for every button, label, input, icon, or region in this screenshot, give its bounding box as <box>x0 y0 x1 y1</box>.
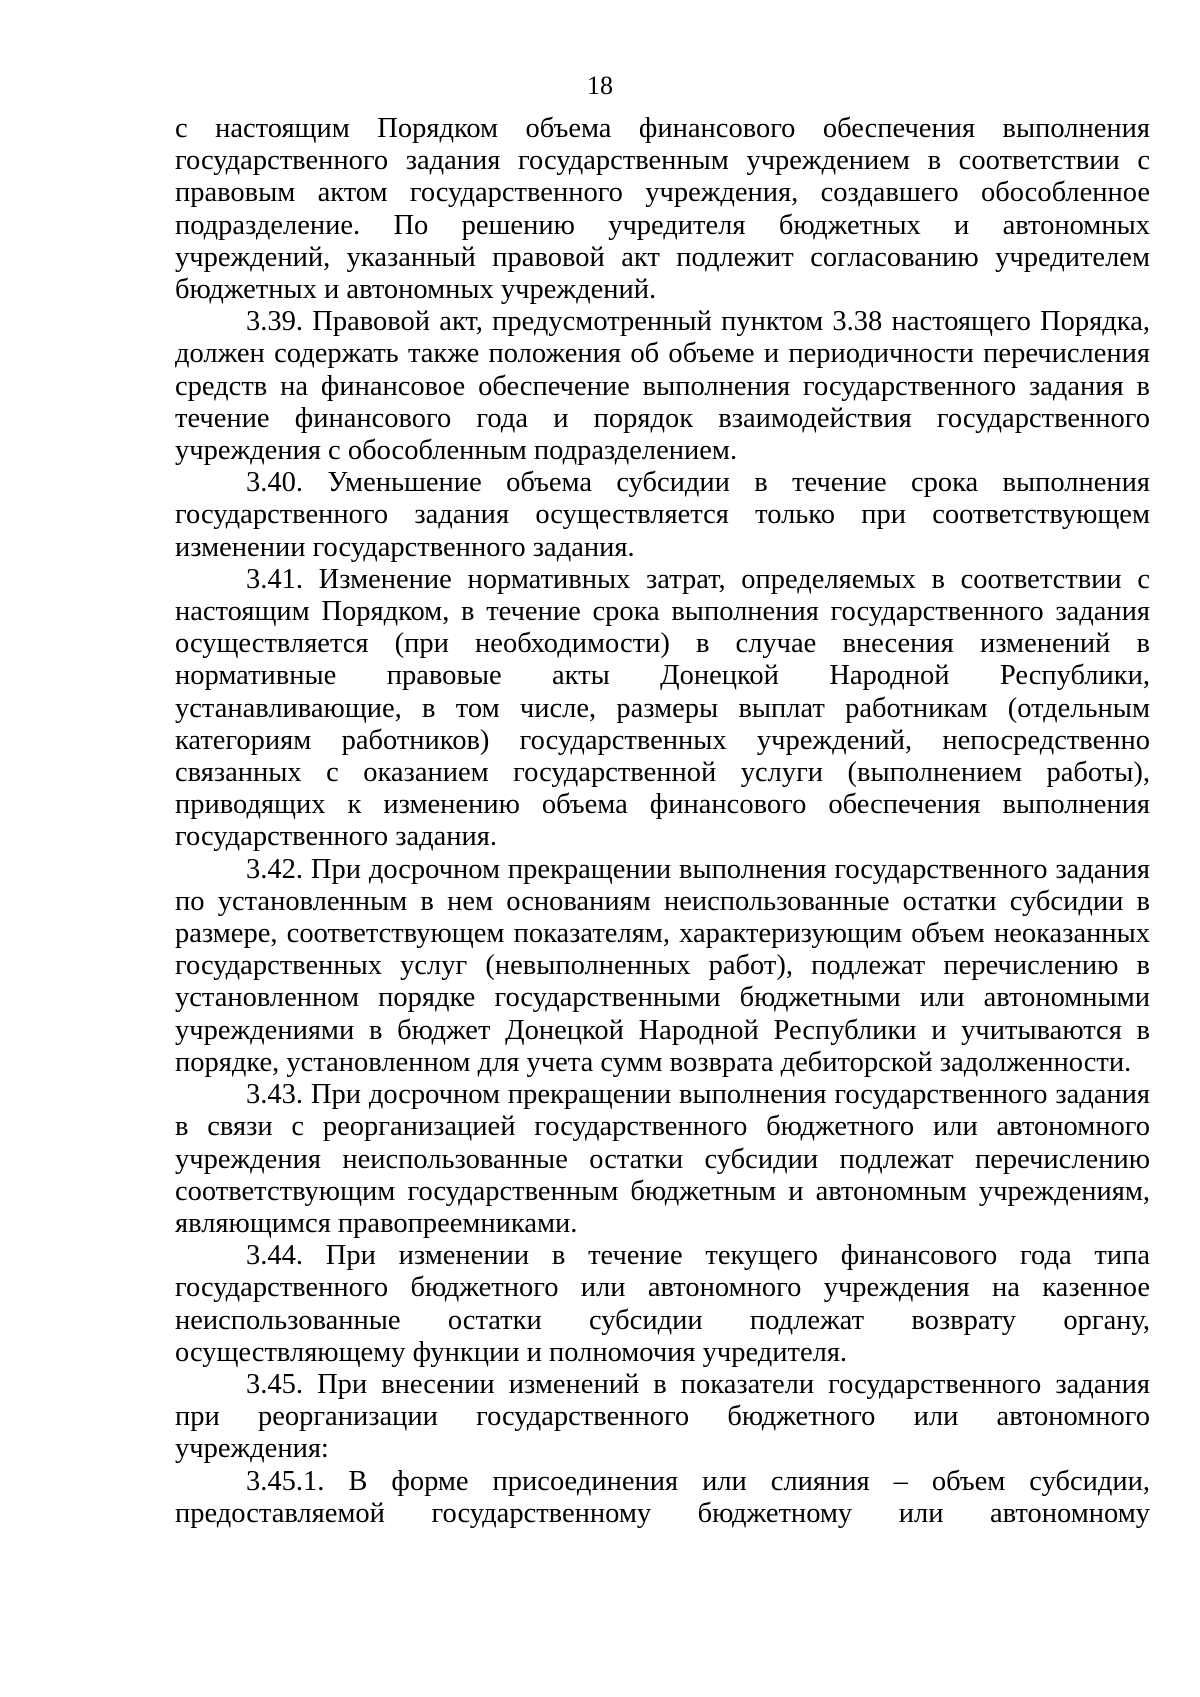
paragraph-3-41: 3.41. Изменение нормативных затрат, определяемых в соответствии с настоящим Порядком, в течение срока выполнения государственного задания осуществляется (при необходимости) в случае внесения изменений в нормативные правовые акты Донецкой Народной Республики, устанавливающие, в том числе, размеры выплат работникам (отдельным категориям работников) государственных учреждений, непосредственно связанных с оказанием государственной услуги (выполнением работы), приводящих к изменению объема финансового обеспечения выполнения государственного задания. <box>175 563 1150 853</box>
paragraph-3-42: 3.42. При досрочном прекращении выполнения государственного задания по установленным в нем основаниям неиспользованные остатки субсидии в размере, соответствующем показателям, характеризующим объем неоказанных государственных услуг (невыполненных работ), подлежат перечислению в установленном порядке государственными бюджетными или автономными учреждениями в бюджет Донецкой Народной Республики и учитываются в порядке, установленном для учета сумм возврата дебиторской задолженности. <box>175 853 1150 1078</box>
paragraph-3-45-1: 3.45.1. В форме присоединения или слияния – объем субсидии, предоставляемой государственному бюджетному или автономному <box>175 1465 1150 1529</box>
paragraph-3-44: 3.44. При изменении в течение текущего финансового года типа государственного бюджетного или автономного учреждения на казенное неиспользованные остатки субсидии подлежат возврату органу, осуществляющему функции и полномочия учредителя. <box>175 1240 1150 1368</box>
document-body <box>175 113 1150 1530</box>
page-number: 18 <box>587 71 613 100</box>
paragraph-3-39: 3.39. Правовой акт, предусмотренный пунктом 3.38 настоящего Порядка, должен содержать также положения об объеме и периодичности перечисления средств на финансовое обеспечение выполнения государственного задания в течение финансового года и порядок взаимодействия государственного учреждения с обособленным подразделением. <box>175 306 1150 467</box>
paragraph-continuation: с настоящим Порядком объема финансового обеспечения выполнения государственного задания государственным учреждением в соответствии с правовым актом государственного учреждения, создавшего обособленное подразделение. По решению учредителя бюджетных и автономных учреждений, указанный правовой акт подлежит согласованию учредителем бюджетных и автономных учреждений. <box>175 113 1150 306</box>
paragraph-3-45: 3.45. При внесении изменений в показатели государственного задания при реорганизации государственного бюджетного или автономного учреждения: <box>175 1368 1150 1465</box>
paragraph-3-43: 3.43. При досрочном прекращении выполнения государственного задания в связи с реорганизацией государственного бюджетного или автономного учреждения неиспользованные остатки субсидии подлежат перечислению соответствующим государственным бюджетным и автономным учреждениям, являющимся правопреемниками. <box>175 1079 1150 1239</box>
paragraph-3-40: 3.40. Уменьшение объема субсидии в течение срока выполнения государственного задания осуществляется только при соответствующем изменении государственного задания. <box>175 467 1150 563</box>
